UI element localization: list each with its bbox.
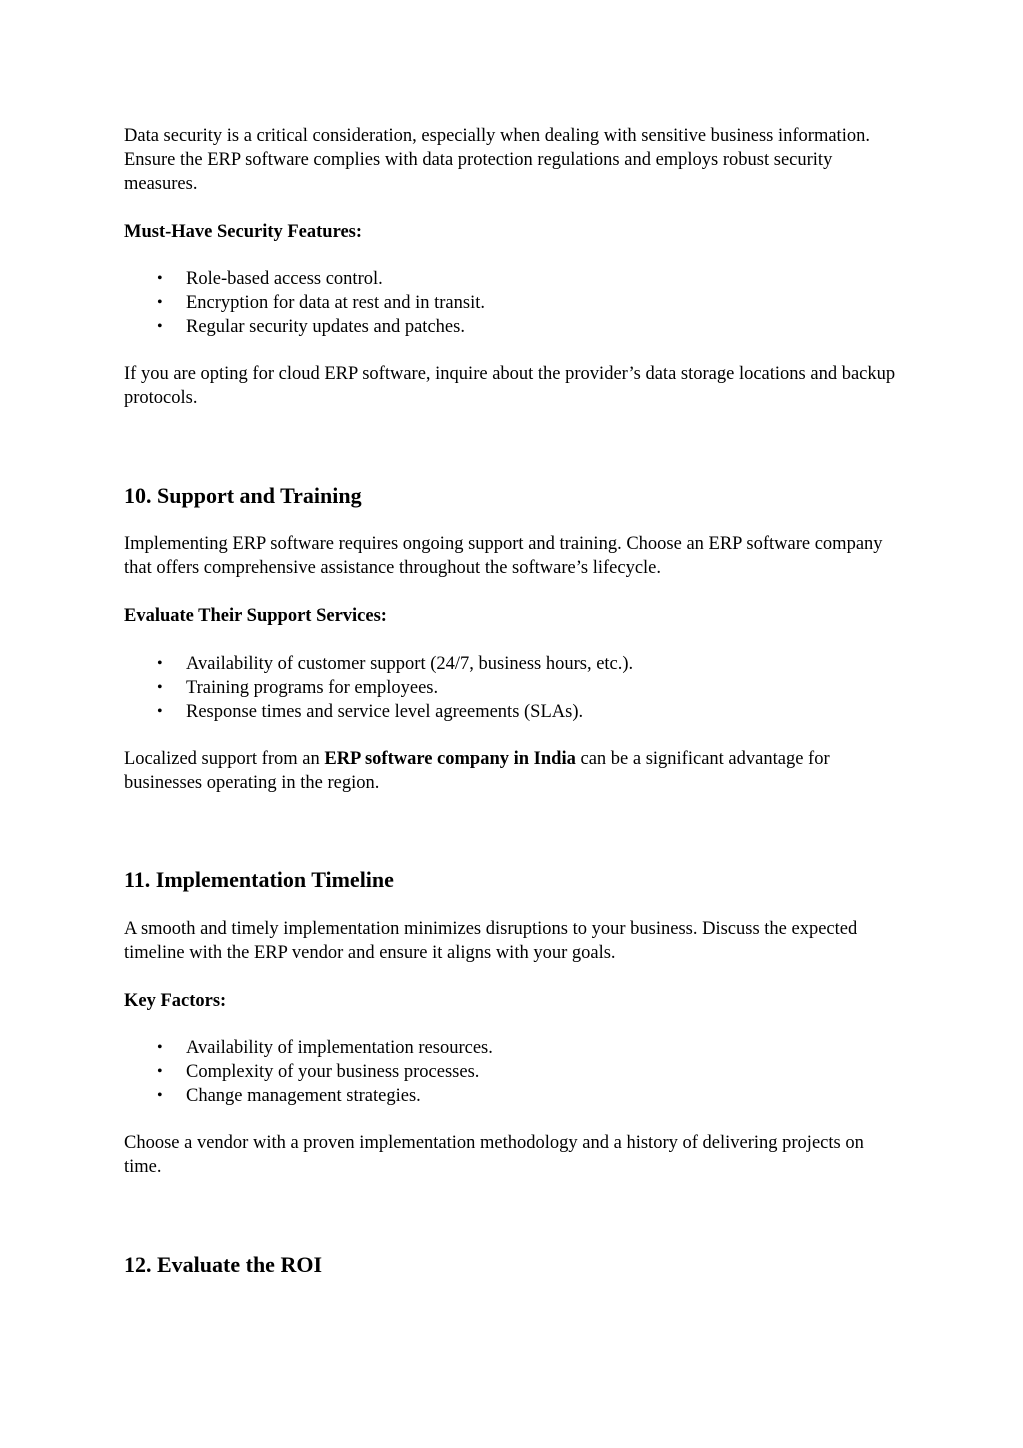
localized-prefix: Localized support from an: [124, 749, 325, 769]
localized-suffix: can be a significant advantage for businesses operating in the region.: [124, 749, 830, 793]
section-11-paragraph: A smooth and timely implementation minimizes disruptions to your business. Discuss the expected timeline with the ERP vendor and ensure it aligns with your goals.: [124, 919, 858, 963]
list-item: • Encryption for data at rest and in transit.: [124, 291, 904, 315]
list-item: • Change management strategies.: [124, 1084, 904, 1108]
section-12-title: 12. Evaluate the ROI: [124, 1252, 322, 1277]
security-features-list: [124, 267, 904, 339]
support-services-heading: Evaluate Their Support Services:: [124, 606, 387, 626]
localized-support-paragraph: [124, 747, 904, 795]
cloud-note-paragraph: If you are opting for cloud ERP software, inquire about the provider’s data storage locations and backup protocols.: [124, 364, 896, 408]
security-features-heading: Must-Have Security Features:: [124, 222, 363, 242]
security-intro-paragraph: Data security is a critical consideration, especially when dealing with sensitive business information. Ensure the ERP software complies with data protection regulations and employs robust security measures.: [124, 126, 870, 194]
list-item: • Training programs for employees.: [124, 676, 904, 700]
erp-company-india-emphasis: ERP software company in India: [324, 749, 576, 769]
section-11-closing-paragraph: Choose a vendor with a proven implementation methodology and a history of delivering projects on time.: [124, 1133, 864, 1177]
list-item: • Availability of implementation resources.: [124, 1036, 904, 1060]
list-item: • Regular security updates and patches.: [124, 315, 904, 339]
list-item: • Role-based access control.: [124, 267, 904, 291]
support-services-list: [124, 652, 904, 724]
section-11-title: 11. Implementation Timeline: [124, 867, 394, 892]
section-10-paragraph: Implementing ERP software requires ongoing support and training. Choose an ERP software company that offers comprehensive assistance throughout the software’s lifecycle.: [124, 534, 883, 578]
list-item: • Availability of customer support (24/7, business hours, etc.).: [124, 652, 904, 676]
section-10-title: 10. Support and Training: [124, 483, 362, 508]
key-factors-heading: Key Factors:: [124, 991, 227, 1011]
list-item: • Response times and service level agreements (SLAs).: [124, 700, 904, 724]
key-factors-list: [124, 1036, 904, 1108]
list-item: • Complexity of your business processes.: [124, 1060, 904, 1084]
